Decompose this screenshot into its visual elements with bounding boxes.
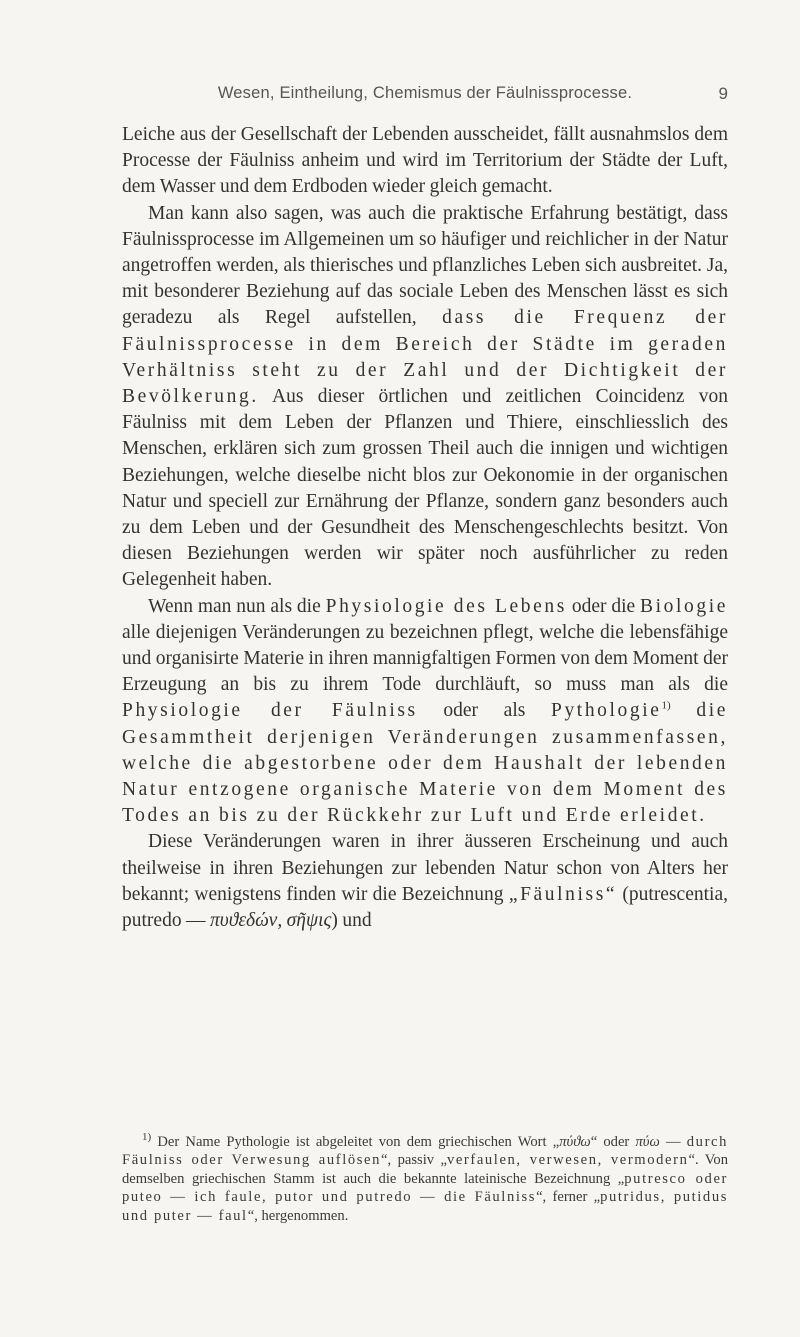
greek-terms: πυϑεδών, σῆψις [210, 910, 332, 932]
footnote-greek-2: πύω [635, 1134, 660, 1150]
paragraph-2 [122, 201, 728, 594]
paragraph-2-text-a: Man kann also sagen, was auch die praktische Erfahrung bestätigt, dass Fäulnissprocesse im Allgemeinen um so häufiger und reichlicher in der Natur angetroffen werden, als thierisches und pflanzliches Leben sich ausbreitet. Ja, mit besonderer Beziehung auf das sociale Leben des Menschen lässt es sich geradezu als Regel aufstellen, [122, 202, 728, 329]
paragraph-2-text-b: Aus dieser örtlichen und zeitlichen Coincidenz von Fäulniss mit dem Leben der Pflanzen und Thiere, einschliesslich des Menschen, erklären sich zum grossen Theil auch die innigen und wichtigen Beziehungen, welche dieselbe nicht blos zur Oekonomie in der organischen Natur und speciell zur Ernährung der Pflanze, sondern ganz besonders auch zu dem Leben und der Gesundheit des Menschengeschlechts besitzt. Von diesen Beziehungen werden wir später noch ausführlicher zu reden Gelegenheit haben. [122, 386, 728, 591]
footnote-text-f: “, hergenommen. [247, 1207, 349, 1224]
footnote-text-d: “. Von demselben griechischen Stamm ist auch die bekannte lateinische Bezeichnung „ [122, 1152, 728, 1187]
running-head [122, 84, 728, 110]
footnote-emphasis-1: durch Fäulniss oder Verwesung auflösen [122, 1134, 729, 1169]
emphasis-biologie: Biologie [640, 595, 729, 617]
footnote-emphasis-2: verfaulen, verwesen, vermodern [446, 1152, 689, 1169]
paragraph-3-text-a: Wenn man nun als die [148, 595, 321, 617]
footnote-greek-1: πύϑω [559, 1134, 591, 1150]
footnote-text-e: “, ferner „ [536, 1189, 601, 1206]
paragraph-2-emphasis: dass die Frequenz der Fäulnissprocesse in dem Bereich der Städte im geraden Verhältniss steht zu der Zahl und der Dichtigkeit der Bevölkerung. [122, 307, 728, 408]
footnote-emphasis-3: putresco oder puteo — ich faule, putor und putredo — die Fäulniss [122, 1170, 728, 1206]
paragraph-3-text-c: alle diejenigen Veränderungen zu bezeichnen pflegt, welche die lebensfähige und organisirte Materie in ihren mannigfaltigen Formen von dem Moment der Erzeugung an bis zu ihrem Tode durchläuft, so muss man als die [122, 621, 728, 696]
paragraph-4-text-b: (putrescentia, putredo — [122, 883, 728, 932]
emphasis-definition: die Gesammtheit derjenigen Veränderungen zusammenfassen, welche die abgestorbene oder dem Haushalt der lebenden Natur entzogene organische Materie von dem Moment des Todes an bis zu der Rückkehr zur Luft und Erde erleidet. [122, 700, 728, 827]
footnote-mark: 1) [142, 1131, 152, 1144]
footnote-text-a: Der Name Pythologie ist abgeleitet von dem griechischen Wort „ [157, 1134, 560, 1150]
emphasis-physiologie-der-faeulniss: Physiologie der Fäulniss [122, 700, 418, 722]
footnote-text-c: “, passiv „ [381, 1152, 447, 1169]
paragraph-3 [122, 594, 728, 830]
footnote-dash: — [666, 1134, 681, 1150]
footnote-paragraph [122, 1133, 728, 1225]
footnote [122, 1133, 728, 1225]
paragraph-4 [122, 829, 728, 934]
footnote-text-b: “ oder [590, 1134, 630, 1150]
emphasis-physiologie-des-lebens: Physiologie des Lebens [325, 595, 567, 617]
body-text [122, 122, 728, 934]
footnote-emphasis-4: putridus, putidus und puter — faul [122, 1189, 728, 1224]
emphasis-faeulniss: „Fäulniss“ [508, 883, 618, 905]
running-head-title: Wesen, Eintheilung, Chemismus der Fäulnissprocesse. [217, 84, 633, 102]
page-number: 9 [718, 84, 728, 103]
emphasis-pythologie: Pythologie [551, 700, 662, 722]
paragraph-4-text-c: ) und [331, 910, 372, 932]
paragraph-3-text-b: oder die [571, 595, 636, 617]
footnote-reference[interactable]: 1) [661, 699, 671, 712]
paragraph-1 [122, 122, 728, 201]
paragraph-1-text: Leiche aus der Gesellschaft der Lebenden ausscheidet, fällt ausnahmslos dem Processe der Fäulniss anheim und wird im Territorium der Städte der Luft, dem Wasser und dem Erdboden wieder gleich gemacht. [122, 124, 728, 198]
paragraph-3-text-d: oder als [443, 700, 526, 722]
paragraph-4-text-a: Diese Veränderungen waren in ihrer äusseren Erscheinung und auch theilweise in ihren Beziehungen zur lebenden Natur schon von Alters her bekannt; wenigstens finden wir die Bezeichnung [122, 831, 728, 905]
